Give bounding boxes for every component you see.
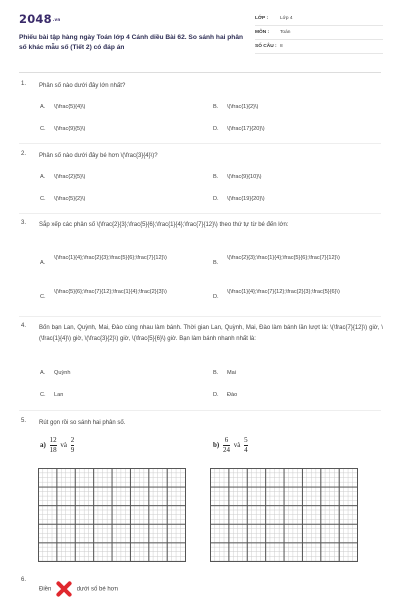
answer-grid-a[interactable] xyxy=(38,468,186,562)
q3-option-a[interactable]: A. \(\frac{1}{4};\frac{2}{3};\frac{5}{6};\frac{7}{12}\) xyxy=(40,255,167,266)
fraction: $\frac{2}{9}$ xyxy=(70,436,75,454)
red-x-icon xyxy=(56,581,72,597)
q2-option-b[interactable]: B. \(\frac{9}{10}\) xyxy=(213,174,262,180)
q5-part-b-expression: b) $\frac{6}{24}$ và $\frac{5}{4}$ xyxy=(213,436,248,454)
worksheet-page: 2048.vn Phiếu bài tập hàng ngày Toán lớp 4 Cánh diều Bài 62. So sánh hai phân số khác mẫu số (Tiết 2) có đáp án LỚP : Lớp 4 MÔN : Toán SỐ CÂU : 8 1. Phân số nào dưới đây lớn nhất? A. \(\frac{5}{4}\) B. \(\frac{1}{2}\) C. \(\frac{9}{5}\) D. \(\frac{17}{20}\) 2. Phân số nào dưới đây bé hơn \(\frac{3}{4}\)? A. \(\frac{2}{5}\) B. \(\frac{9}{10}\) C. \(\frac{5}{2}\) D. \(\frac{19}{20}\) 3. Sắp xếp các phân số \(\frac{2}{3};\frac{5}{6};\frac{1}{4};\frac{7}{12}\) theo thứ tự từ bé đến lớn: A. \(\frac{1}{4};\frac{2}{3};\frac{5}{6};\frac{7}{12}\) B. \(\frac{2}{3};\frac{1}{4};\frac{5}{6};\frac{7}{12}\) C. \(\frac{5}{6};\frac{7}{12};\frac{1}{4};\frac{2}{3}\) D. \(\frac{1}{4};\frac{7}{12};\frac{2}{3};\frac{5}{6}\) 4. Bốn bạn Lan, Quỳnh, Mai, Đào cùng nhau làm bánh. Thời gian Lan, Quỳnh, Mai, Đào làm bánh lần lượt là: \(\frac{7}{12}\) giờ, \(\frac{1}{4}\) giờ, \(\frac{3}{2}\) giờ, \(\frac{5}{6}\) giờ. Bạn làm bánh nhanh nhất là: A. Quỳnh B. Mai C. Lan D. Đào 5. Rút gọn rồi so sánh hai phân số. a) $\frac{12}{18}$ và $\frac{2}{9}$ b) $\frac{6}{24}$ và $\frac{5}{4}$ 6. Điền dưới số bé hơn xyxy=(0,0,400,600)
worksheet-meta xyxy=(255,12,383,54)
q5-part-a-expression: a) $\frac{12}{18}$ và $\frac{2}{9}$ xyxy=(40,436,75,454)
meta-row-count: SỐ CÂU : 8 xyxy=(255,40,383,54)
fraction: $\frac{5}{4}$ xyxy=(244,436,248,454)
q1-option-b[interactable]: B. \(\frac{1}{2}\) xyxy=(213,104,259,110)
divider xyxy=(19,213,381,214)
divider xyxy=(19,143,381,144)
q4-option-b[interactable]: B. Mai xyxy=(213,370,237,376)
q4-option-a[interactable]: A. Quỳnh xyxy=(40,370,71,376)
q3-option-d[interactable]: D. \(\frac{1}{4};\frac{7}{12};\frac{2}{3};\frac{5}{6}\) xyxy=(213,289,340,300)
answer-grid-b[interactable] xyxy=(210,468,358,562)
meta-row-subject: MÔN : Toán xyxy=(255,26,383,40)
q4-option-c[interactable]: C. Lan xyxy=(40,392,64,398)
q4-option-d[interactable]: D. Đào xyxy=(213,392,238,398)
q1-option-c[interactable]: C. \(\frac{9}{5}\) xyxy=(40,126,86,132)
fraction: $\frac{12}{18}$ xyxy=(49,436,57,454)
q1-option-d[interactable]: D. \(\frac{17}{20}\) xyxy=(213,126,265,132)
q2-option-c[interactable]: C. \(\frac{5}{2}\) xyxy=(40,196,86,202)
site-logo[interactable]: 2048.vn xyxy=(19,12,61,26)
q3-option-c[interactable]: C. \(\frac{5}{6};\frac{7}{12};\frac{1}{4};\frac{2}{3}\) xyxy=(40,289,167,300)
q2-option-a[interactable]: A. \(\frac{2}{5}\) xyxy=(40,174,86,180)
q1-option-a[interactable]: A. \(\frac{5}{4}\) xyxy=(40,104,86,110)
divider xyxy=(19,410,381,411)
divider xyxy=(19,316,381,317)
fraction: $\frac{6}{24}$ xyxy=(222,436,230,454)
q3-option-b[interactable]: B. \(\frac{2}{3};\frac{1}{4};\frac{5}{6};\frac{7}{12}\) xyxy=(213,255,340,266)
page-title: Phiếu bài tập hàng ngày Toán lớp 4 Cánh diều Bài 62. So sánh hai phân số khác mẫu số (Tiết 2) có đáp án xyxy=(19,34,244,51)
header-divider xyxy=(19,72,381,73)
q2-option-d[interactable]: D. \(\frac{19}{20}\) xyxy=(213,196,265,202)
meta-row-class: LỚP : Lớp 4 xyxy=(255,12,383,26)
